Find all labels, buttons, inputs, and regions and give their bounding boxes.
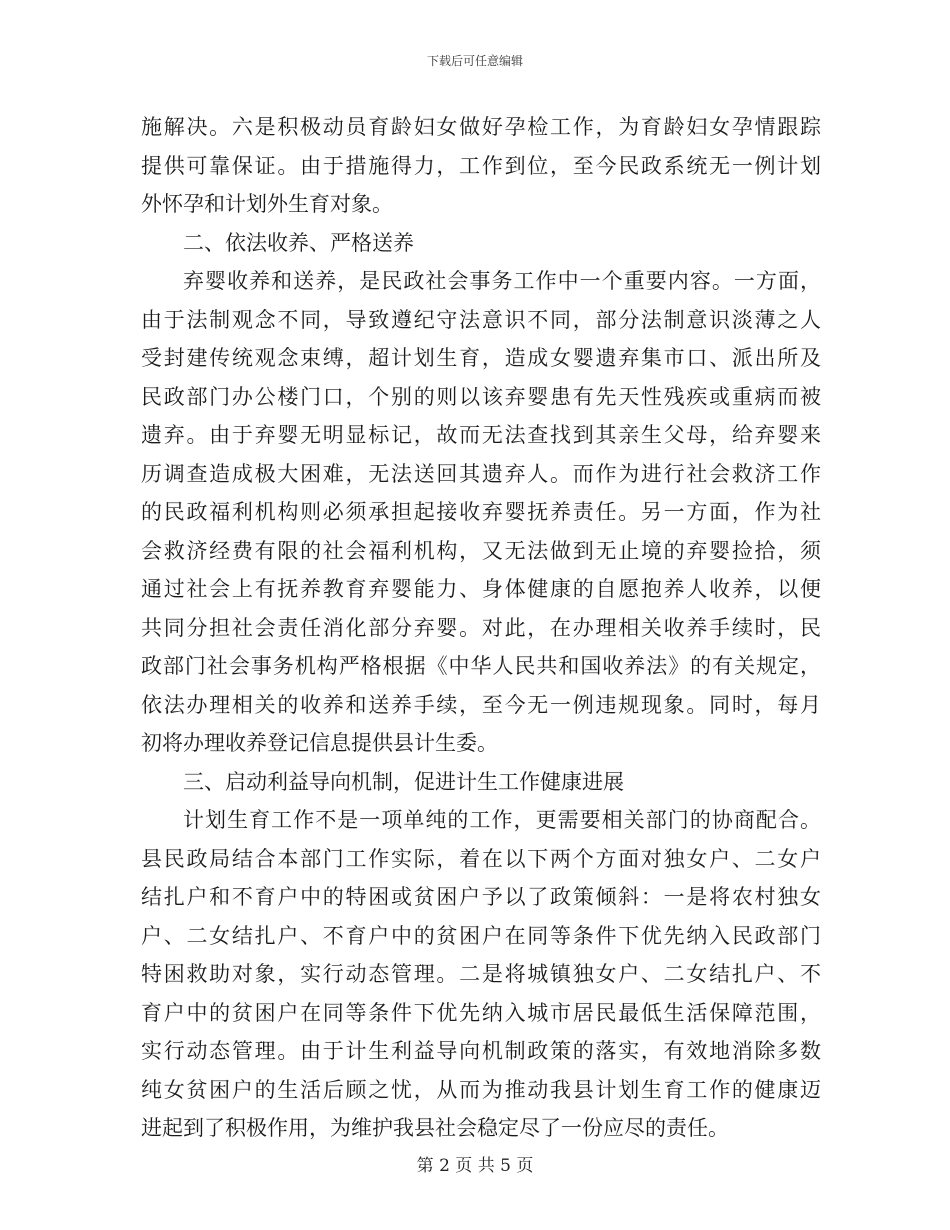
text-line: 依法办理相关的收养和送养手续，至今无一例违规现象。同时，每月 [141,692,821,717]
text-line: 由于法制观念不同，导致遵纪守法意识不同，部分法制意识淡薄之人 [141,307,821,332]
text-line: 通过社会上有抚养教育弃婴能力、身体健康的自愿抱养人收养，以便 [141,577,821,601]
text-line: 提供可靠保证。由于措施得力，工作到位，至今民政系统无一例计划 [141,153,821,178]
text-line: 历调查造成极大困难，无法送回其遗弃人。而作为进行社会救济工作 [141,461,821,486]
text-line: 计划生育工作不是一项单纯的工作，更需要相关部门的协商配合。 [183,808,821,832]
document-body [141,108,821,1148]
text-line: 会救济经费有限的社会福利机构，又无法做到无止境的弃婴捡拾，须 [141,538,821,563]
text-line: 户、二女结扎户、不育户中的贫困户在同等条件下优先纳入民政部门 [141,923,821,948]
text-line: 施解决。六是积极动员育龄妇女做好孕检工作，为育龄妇女孕情跟踪 [141,115,821,139]
text-line: 受封建传统观念束缚，超计划生育，造成女婴遗弃集市口、派出所及 [141,346,821,370]
text-line: 遗弃。由于弃婴无明显标记，故而无法查找到其亲生父母，给弃婴来 [141,423,821,447]
page-header-note: 下载后可任意编辑 [426,54,523,68]
text-line: 纯女贫困户的生活后顾之忧，从而为推动我县计划生育工作的健康迈 [141,1077,821,1102]
text-line: 县民政局结合本部门工作实际，着在以下两个方面对独女户、二女户 [141,846,821,871]
text-line: 政部门社会事务机构严格根据《中华人民共和国收养法》的有关规定， [141,654,821,678]
text-line: 弃婴收养和送养，是民政社会事务工作中一个重要内容。一方面， [183,269,821,293]
text-line: 结扎户和不育户中的特困或贫困户予以了政策倾斜：一是将农村独女 [141,885,821,909]
text-line: 特困救助对象，实行动态管理。二是将城镇独女户、二女结扎户、不 [141,962,821,986]
text-line: 进起到了积极作用，为维护我县社会稳定尽了一份应尽的责任。 [141,1116,729,1140]
section-heading-3: 三、启动利益导向机制，促进计生工作健康进展 [183,769,624,794]
text-line: 外怀孕和计划外生育对象。 [141,192,393,216]
text-line: 民政部门办公楼门口，个别的则以该弃婴患有先天性残疾或重病而被 [141,384,821,409]
text-line: 的民政福利机构则必须承担起接收弃婴抚养责任。另一方面，作为社 [141,500,821,524]
section-heading-2: 二、依法收养、严格送养 [183,230,414,255]
text-line: 实行动态管理。由于计生利益导向机制政策的落实，有效地消除多数 [141,1039,821,1063]
text-line: 共同分担社会责任消化部分弃婴。对此，在办理相关收养手续时，民 [141,615,821,640]
text-line: 初将办理收养登记信息提供县计生委。 [141,731,498,755]
page-number-footer: 第 2 页 共 5 页 [416,1156,534,1176]
text-line: 育户中的贫困户在同等条件下优先纳入城市居民最低生活保障范围， [141,1000,821,1025]
